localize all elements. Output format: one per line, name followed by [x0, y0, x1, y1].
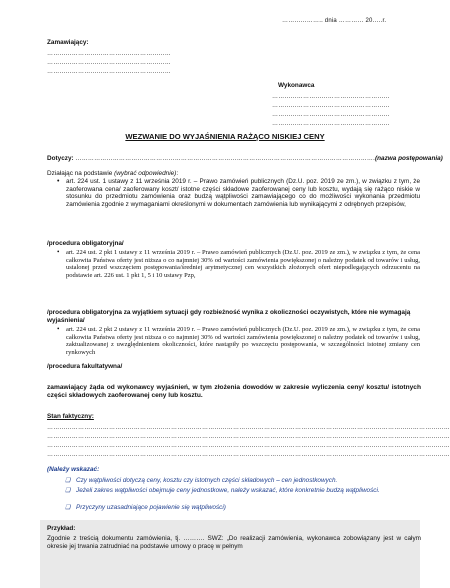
place-date-line[interactable]: ……………….. dnia ………… 20…..r.	[282, 18, 387, 24]
guidance-item-2	[65, 487, 421, 495]
example-label: Przykład:	[47, 525, 76, 532]
basis-item-2	[57, 248, 420, 280]
facts-line-2[interactable]: ……………………………………………………………………………………………………………………………………………………………………………	[47, 434, 450, 440]
orderer-label: Zamawiający:	[47, 39, 89, 46]
subject-dots[interactable]: ……………………………………………………………………………………………………………………………….	[73, 156, 375, 162]
basis-item-1-tag: /procedura obligatoryjna/	[47, 240, 124, 247]
checkbox-icon: ❑	[65, 478, 71, 484]
contractor-line-1[interactable]: …………………………………………………	[272, 94, 390, 100]
example-box	[40, 520, 420, 588]
subject-line	[47, 155, 443, 164]
guidance-item-1	[65, 477, 421, 485]
document-title: WEZWANIE DO WYJAŚNIENIA RAŻĄCO NISKIEJ CENY	[125, 132, 325, 141]
basis-item-1-text: art. 224 ust. 1 ustawy z 11 września 2019 r. – Prawo zamówień publicznych (Dz.U. poz. 2019 ze zm.), w związku z tym, że zaoferowana cena/ zaoferowany koszt/ istotne części składowe zaoferowanej ceny lub kosztu, wydają się rażąco niskie w stosunku do przedmiotu zamówienia oraz budzą wątpliwości zamawiającego co do możliwości wykonania przedmiotu zamówienia zgodnie z wymaganiami określonymi w dokumentach zamówienia lub wynikającymi z odrębnych przepisów,	[66, 178, 420, 209]
bullet-icon: •	[57, 248, 60, 256]
checkbox-icon: ❑	[65, 505, 71, 511]
bullet-icon: •	[57, 178, 60, 185]
basis-intro	[47, 170, 178, 178]
facts-line-3[interactable]: ……………………………………………………………………………………………………………………………………………………………………………	[47, 443, 450, 449]
guidance-item-3-text: Przyczyny uzasadniające pojawienie się wątpliwości)	[76, 504, 226, 511]
contractor-line-3[interactable]: …………………………………………………	[272, 112, 390, 118]
example-text: Zgodnie z treścią dokumentu zamówienia, tj. ………. SWZ: „Do realizacji zamówienia, wykonawca zobowiązany jest w całym okresie jej trwania zatrudniać na podstawie umowy o pracę w pełnym	[47, 535, 421, 550]
checkbox-icon: ❑	[65, 488, 71, 494]
guidance-item-2-text: Jeżeli zakres wątpliwości obejmuje ceny jednostkowe, należy wskazać, które konkretnie budzą wątpliwości.	[76, 487, 380, 494]
guidance-label: (Należy wskazać:	[47, 466, 100, 473]
guidance-item-1-text: Czy wątpliwości dotyczą ceny, kosztu czy istotnych części składowych – cen jednostkowych.	[76, 477, 338, 484]
bullet-icon: •	[57, 325, 60, 333]
basis-intro-italic: (wybrać odpowiednie)	[114, 170, 177, 177]
orderer-line-2[interactable]: ……………………………………………………	[47, 60, 171, 66]
basis-item-2-text: art. 224 ust. 2 pkt 1 ustawy z 11 września 2019 r. – Prawo zamówień publicznych (Dz.U. poz. 2019 ze zm.), w związku z tym, że cena całkowita Państwa oferty jest niższa o co najmniej 30% od wartości zamówienia powiększonej o należny podatek od towarów i usług, ustalonej przed wszczęciem postępowania/średniej arytmetycznej cen wszystkich złożonych ofert niepodlegających odrzuceniu na podstawie art. 226 ust. 1 pkt 1, 5 i 10 ustawy Pzp,	[66, 249, 420, 280]
facts-line-4[interactable]: ……………………………………………………………………………………………………………………………………………………………………………	[47, 452, 450, 458]
request-text: zamawiający żąda od wykonawcy wyjaśnień, w tym złożenia dowodów w zakresie wyliczenia ceny/ kosztu/ istotnych części składowych zaoferowanej ceny lub kosztu.	[47, 384, 421, 400]
basis-item-3-text: art. 224 ust. 2 pkt 2 ustawy z 11 września 2019 r. – Prawo zamówień publicznych (Dz.U. poz. 2019 ze zm.), w związku z tym, że cena całkowita Państwa oferty jest niższa o co najmniej 30% od wartości zamówienia powiększonej o należny podatek od towarów i usług, zaktualizowanej z uwzględnieniem okoliczności, które nastąpiły po wszczęciu postępowania, w szczególności istotnej zmiany cen rynkowych	[66, 326, 420, 357]
contractor-label: Wykonawca	[278, 82, 315, 89]
orderer-line-1[interactable]: ……………………………………………………	[47, 51, 171, 57]
facts-line-1[interactable]: ……………………………………………………………………………………………………………………………………………………………………………	[47, 425, 450, 431]
basis-item-3-tag: /procedura fakultatywna/	[47, 363, 123, 370]
guidance-item-3	[65, 504, 421, 512]
subject-suffix: (nazwa postępowania)	[374, 155, 443, 162]
basis-intro-suffix: :	[176, 170, 179, 177]
contractor-line-4[interactable]: …………………………………………………	[272, 121, 390, 127]
subject-label: Dotyczy:	[47, 155, 74, 162]
contractor-line-2[interactable]: …………………………………………………	[272, 103, 390, 109]
basis-item-2-tag: /procedura obligatoryjna za wyjątkiem sytuacji gdy rozbieżność wynika z okoliczności oczywistych, które nie wymagają wyjaśnienia/	[47, 309, 411, 324]
orderer-line-3[interactable]: ……………………………………………………	[47, 69, 171, 75]
basis-item-3	[57, 325, 420, 357]
basis-intro-prefix: Działając na podstawie	[47, 170, 115, 177]
facts-label: Stan faktyczny:	[47, 413, 94, 420]
basis-item-1	[57, 178, 420, 209]
